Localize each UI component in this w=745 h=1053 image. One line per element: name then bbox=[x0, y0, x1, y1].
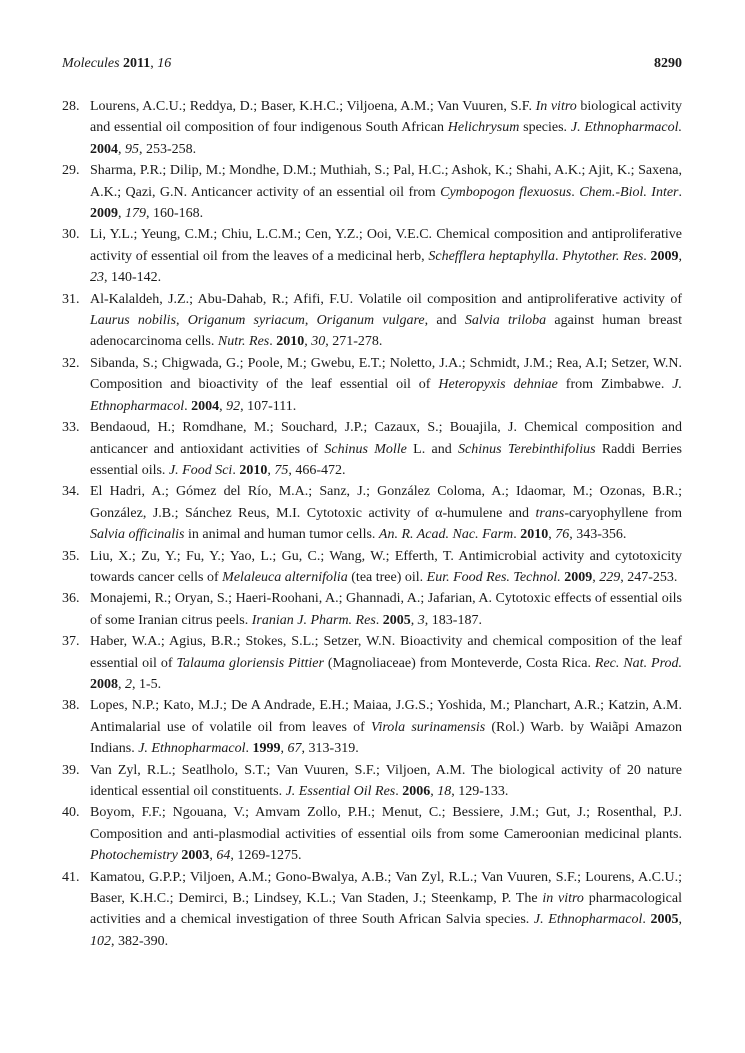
text-run: El Hadri, A.; Gómez del Río, M.A.; Sanz, J.; González Coloma, A.; Idaomar, M.; Ozonas, B.R.; González, J.B.; Sánchez Reus, M.I. Cytotoxic activity of α-humulene and bbox=[90, 484, 682, 521]
reference-text bbox=[90, 549, 682, 585]
journal-year: 2011 bbox=[123, 56, 151, 71]
page-header bbox=[62, 56, 682, 74]
italic-text: Origanum syriacum bbox=[187, 313, 305, 329]
reference-text bbox=[90, 356, 682, 414]
text-run: biological activity and essential oil composition of four indigenous South African bbox=[90, 99, 682, 136]
reference-text bbox=[90, 805, 682, 863]
reference-number: 32. bbox=[62, 355, 80, 371]
text-run: . bbox=[643, 248, 651, 264]
italic-text: In vitro bbox=[535, 99, 577, 114]
italic-text: Schefflera heptaphylla bbox=[428, 248, 555, 264]
italic-text: Eur. Food Res. Technol. bbox=[426, 569, 561, 585]
reference-number: 28. bbox=[62, 99, 80, 114]
italic-text: J. Essential Oil Res bbox=[285, 784, 396, 799]
italic-text: Origanum vulgare bbox=[316, 313, 425, 329]
reference-number: 31. bbox=[62, 291, 80, 307]
reference-text bbox=[90, 99, 682, 157]
text-run: , bbox=[304, 334, 312, 350]
text-run: (Magnoliaceae) from Monteverde, Costa Rica. bbox=[323, 655, 595, 671]
reference-number: 36. bbox=[62, 591, 80, 607]
text-run: , 271-278. bbox=[325, 334, 383, 350]
text-run: , bbox=[678, 248, 683, 264]
reference-number: 34. bbox=[62, 484, 80, 500]
bold-year: 2010 bbox=[520, 527, 549, 543]
text-run: Haber, W.A.; Agius, B.R.; Stokes, S.L.; Setzer, W.N. Bioactivity and chemical composition of the leaf essential oil of bbox=[90, 634, 682, 671]
bold-year: 1999 bbox=[252, 741, 281, 757]
italic-text: Laurus nobilis bbox=[90, 313, 177, 329]
text-run: , 129-133. bbox=[451, 784, 509, 799]
text-run: . bbox=[232, 462, 240, 478]
italic-text: 64 bbox=[216, 848, 231, 864]
text-run: (tea tree) oil. bbox=[347, 569, 427, 585]
text-run: . bbox=[184, 398, 192, 414]
italic-text: Cymbopogon flexuosus bbox=[440, 184, 572, 200]
text-run: Lourens, A.C.U.; Reddya, D.; Baser, K.H.C.; Viljoena, A.M.; Van Vuuren, S.F. bbox=[90, 99, 536, 114]
reference-number: 30. bbox=[62, 227, 80, 243]
reference-item bbox=[62, 224, 682, 288]
italic-text: 229 bbox=[599, 569, 621, 585]
text-run: , bbox=[678, 912, 682, 928]
reference-item bbox=[62, 867, 682, 953]
text-run: . bbox=[395, 784, 403, 799]
text-run: , bbox=[176, 313, 188, 329]
italic-text: 95 bbox=[125, 141, 139, 157]
text-run: Li, Y.L.; Yeung, C.M.; Chiu, L.C.M.; Cen, Y.Z.; Ooi, V.E.C. Chemical composition and antiproliferative activity of essential oil from the leaves of a medicinal herb, bbox=[90, 227, 682, 264]
reference-list bbox=[62, 96, 682, 952]
reference-item bbox=[62, 588, 682, 631]
italic-text: Chem.-Biol. Inter bbox=[579, 184, 679, 200]
text-run: , 183-187. bbox=[424, 612, 482, 628]
bold-year: 2009 bbox=[564, 569, 593, 585]
reference-item bbox=[62, 353, 682, 417]
italic-text: J. Ethnopharmacol bbox=[90, 377, 682, 414]
text-run: . bbox=[642, 912, 651, 928]
text-run: Kamatou, G.P.P.; Viljoen, A.M.; Gono-Bwalya, A.B.; Van Zyl, R.L.; Van Vuuren, S.F.; Lourens, A.C.U.; Baser, K.H.C.; Demirci, B.; Lindsey, K.L.; Van Staden, J.; Steenkamp, P. The bbox=[90, 869, 682, 907]
italic-text: 18 bbox=[437, 784, 452, 799]
text-run: Van Zyl, R.L.; Seatlholo, S.T.; Van Vuuren, S.F.; Viljoen, A.M. The biological activity of 20 nature identical essential oil constituents. bbox=[90, 762, 682, 799]
reference-item bbox=[62, 417, 682, 481]
italic-text: Salvia officinalis bbox=[90, 527, 185, 543]
bold-year: 2005 bbox=[650, 912, 679, 928]
text-run: Sibanda, S.; Chigwada, G.; Poole, M.; Gwebu, E.T.; Noletto, J.A.; Schmidt, J.M.; Rea, A.I; Setzer, W.N. Composition and bioactivity of the leaf essential oil of bbox=[90, 355, 682, 393]
italic-text: J. Ethnopharmacol bbox=[138, 741, 246, 757]
italic-text: Talauma gloriensis Pittier bbox=[176, 655, 324, 671]
italic-text: Iranian J. Pharm. Res bbox=[251, 612, 376, 628]
bold-year: 2006 bbox=[402, 784, 431, 799]
text-run: , 466-472. bbox=[288, 462, 346, 478]
text-run: , bbox=[219, 398, 227, 414]
reference-number: 35. bbox=[62, 548, 80, 564]
reference-number: 39. bbox=[62, 762, 80, 778]
text-run: , 140-142. bbox=[104, 270, 162, 286]
text-run: . bbox=[554, 248, 563, 264]
italic-text: 2 bbox=[125, 676, 132, 692]
bold-year: 2009 bbox=[90, 206, 118, 222]
reference-number: 33. bbox=[62, 420, 80, 436]
italic-text: Salvia triloba bbox=[464, 313, 547, 329]
italic-text: 179 bbox=[125, 206, 146, 222]
text-run: Raddi Berries essential oils. bbox=[90, 441, 683, 478]
italic-text: Heteropyxis dehniae bbox=[438, 377, 558, 393]
text-run: L. and bbox=[406, 441, 459, 457]
italic-text: 92 bbox=[226, 398, 241, 414]
page-number: 8290 bbox=[654, 56, 682, 71]
reference-item bbox=[62, 695, 682, 759]
italic-text: 102 bbox=[90, 933, 111, 949]
text-run: against human breast adenocarcinoma cells. bbox=[90, 313, 683, 350]
journal-volume: 16 bbox=[157, 56, 172, 71]
reference-number: 29. bbox=[62, 163, 80, 179]
italic-text: J. Ethnopharmacol bbox=[533, 912, 643, 928]
italic-text: 23 bbox=[90, 270, 104, 286]
italic-text: Rec. Nat. Prod. bbox=[594, 655, 682, 671]
reference-text bbox=[90, 591, 682, 627]
italic-text: J. Food Sci bbox=[168, 462, 233, 478]
reference-number: 38. bbox=[62, 698, 80, 714]
text-run: . bbox=[513, 527, 521, 543]
bold-year: 2004 bbox=[191, 398, 220, 414]
italic-text: J. Ethnopharmacol. bbox=[570, 120, 682, 136]
reference-text bbox=[90, 698, 682, 756]
text-run: Boyom, F.F.; Ngouana, V.; Amvam Zollo, P.H.; Menut, C.; Bessiere, J.M.; Gut, J.; Rosenthal, P.J. Composition and anti-plasmodial activities of essential oils from some Cameroonian medicinal plants. bbox=[90, 805, 682, 842]
text-run: . bbox=[245, 741, 253, 757]
italic-text: Photochemistry bbox=[90, 848, 178, 864]
journal-name: Molecules bbox=[62, 56, 120, 71]
text-run: Monajemi, R.; Oryan, S.; Haeri-Roohani, A.; Ghannadi, A.; Jafarian, A. Cytotoxic effects of essential oils of some Iranian citrus peels. bbox=[90, 591, 682, 628]
reference-item bbox=[62, 631, 682, 695]
text-run: . bbox=[571, 184, 580, 200]
text-run: , 382-390. bbox=[111, 933, 169, 949]
italic-text: Melaleuca alternifolia bbox=[222, 569, 348, 585]
italic-text: in vitro bbox=[542, 891, 584, 907]
italic-text: Nutr. Res bbox=[217, 334, 270, 350]
reference-text bbox=[90, 870, 682, 949]
text-run: pharmacological activities and a chemical investigation of three South African Salvia species. bbox=[90, 891, 683, 928]
italic-text: Helichrysum bbox=[447, 120, 520, 136]
italic-text: trans bbox=[535, 505, 565, 521]
text-run: , 247-253. bbox=[620, 569, 678, 585]
reference-number: 40. bbox=[62, 805, 80, 821]
italic-text: Schinus Terebinthifolius bbox=[458, 441, 596, 457]
reference-text bbox=[90, 292, 682, 350]
text-run: , bbox=[548, 527, 556, 543]
reference-item bbox=[62, 160, 682, 224]
text-run: , bbox=[118, 141, 125, 157]
reference-text bbox=[90, 227, 682, 285]
text-run: in animal and human tumor cells. bbox=[184, 527, 379, 543]
italic-text: Schinus Molle bbox=[324, 441, 407, 457]
text-run: Al-Kalaldeh, J.Z.; Abu-Dahab, R.; Afifi, F.U. Volatile oil composition and antiproliferative activity of bbox=[90, 291, 682, 307]
journal-citation: Molecules 2011, 16 bbox=[62, 56, 172, 71]
text-run: Sharma, P.R.; Dilip, M.; Mondhe, D.M.; Muthiah, S.; Pal, H.C.; Ashok, K.; Shahi, A.K.; Ajit, K.; Saxena, A.K.; Qazi, G.N. Anticancer activity of an essential oil from bbox=[90, 163, 682, 200]
reference-text bbox=[90, 634, 682, 692]
reference-item bbox=[62, 289, 682, 353]
italic-text: An. R. Acad. Nac. Farm bbox=[378, 527, 514, 543]
reference-item bbox=[62, 546, 682, 589]
text-run: , bbox=[118, 676, 125, 692]
italic-text: Virola surinamensis bbox=[370, 719, 486, 735]
text-run: , and bbox=[424, 313, 465, 329]
text-run: , 1269-1275. bbox=[230, 848, 302, 864]
reference-item bbox=[62, 96, 682, 160]
italic-text: 76 bbox=[555, 527, 570, 543]
reference-item bbox=[62, 760, 682, 803]
text-run: , bbox=[410, 612, 418, 628]
text-run: , bbox=[118, 206, 125, 222]
reference-text bbox=[90, 163, 682, 221]
bold-year: 2008 bbox=[90, 676, 118, 692]
text-run: , 313-319. bbox=[301, 741, 359, 757]
text-run: , 253-258. bbox=[139, 141, 197, 157]
text-run: , bbox=[209, 848, 217, 864]
reference-number: 37. bbox=[62, 634, 80, 650]
reference-text bbox=[90, 484, 682, 542]
text-run: , 1-5. bbox=[132, 676, 162, 692]
reference-text bbox=[90, 420, 682, 478]
reference-item bbox=[62, 802, 682, 866]
text-run: , bbox=[280, 741, 288, 757]
text-run: Liu, X.; Zu, Y.; Fu, Y.; Yao, L.; Gu, C.; Wang, W.; Efferth, T. Antimicrobial activity and cytotoxicity towards cancer cells of bbox=[90, 548, 682, 585]
text-run: , 107-111. bbox=[240, 398, 297, 414]
reference-number: 41. bbox=[62, 869, 80, 885]
text-run: , 160-168. bbox=[146, 206, 204, 222]
italic-text: 75 bbox=[274, 462, 289, 478]
italic-text: 67 bbox=[287, 741, 302, 757]
text-run: from Zimbabwe. bbox=[557, 377, 673, 393]
text-run: , bbox=[592, 569, 600, 585]
bold-year: 2009 bbox=[650, 248, 679, 264]
text-run: , bbox=[304, 313, 317, 329]
text-run: species. bbox=[519, 120, 571, 136]
text-run: Bendaoud, H.; Romdhane, M.; Souchard, J.P.; Cazaux, S.; Bouajila, J. Chemical composition and anticancer and antioxidant activities of bbox=[90, 420, 682, 457]
reference-text bbox=[90, 763, 682, 799]
bold-year: 2004 bbox=[90, 141, 118, 157]
text-run: , bbox=[430, 784, 438, 799]
italic-text: Phytother. Res bbox=[562, 248, 644, 264]
text-run: . bbox=[269, 334, 277, 350]
text-run: (Rol.) Warb. by Waiãpi Amazon Indians. bbox=[90, 719, 682, 757]
text-run: . bbox=[375, 612, 383, 628]
text-run: . bbox=[678, 184, 683, 200]
text-run: -caryophyllene from bbox=[564, 505, 682, 521]
bold-year: 2010 bbox=[239, 462, 268, 478]
italic-text: 30 bbox=[311, 334, 326, 350]
bold-year: 2010 bbox=[276, 334, 305, 350]
italic-text: 3 bbox=[417, 612, 425, 628]
text-run: , 343-356. bbox=[569, 527, 627, 543]
text-run: , bbox=[267, 462, 275, 478]
text-run: Lopes, N.P.; Kato, M.J.; De A Andrade, E.H.; Maiaa, J.G.S.; Yoshida, M.; Planchart, A.R.; Katzin, A.M. Antimalarial use of volatile oil from leaves of bbox=[90, 698, 682, 735]
bold-year: 2005 bbox=[382, 612, 411, 628]
reference-item bbox=[62, 481, 682, 545]
bold-year: 2003 bbox=[181, 848, 210, 864]
